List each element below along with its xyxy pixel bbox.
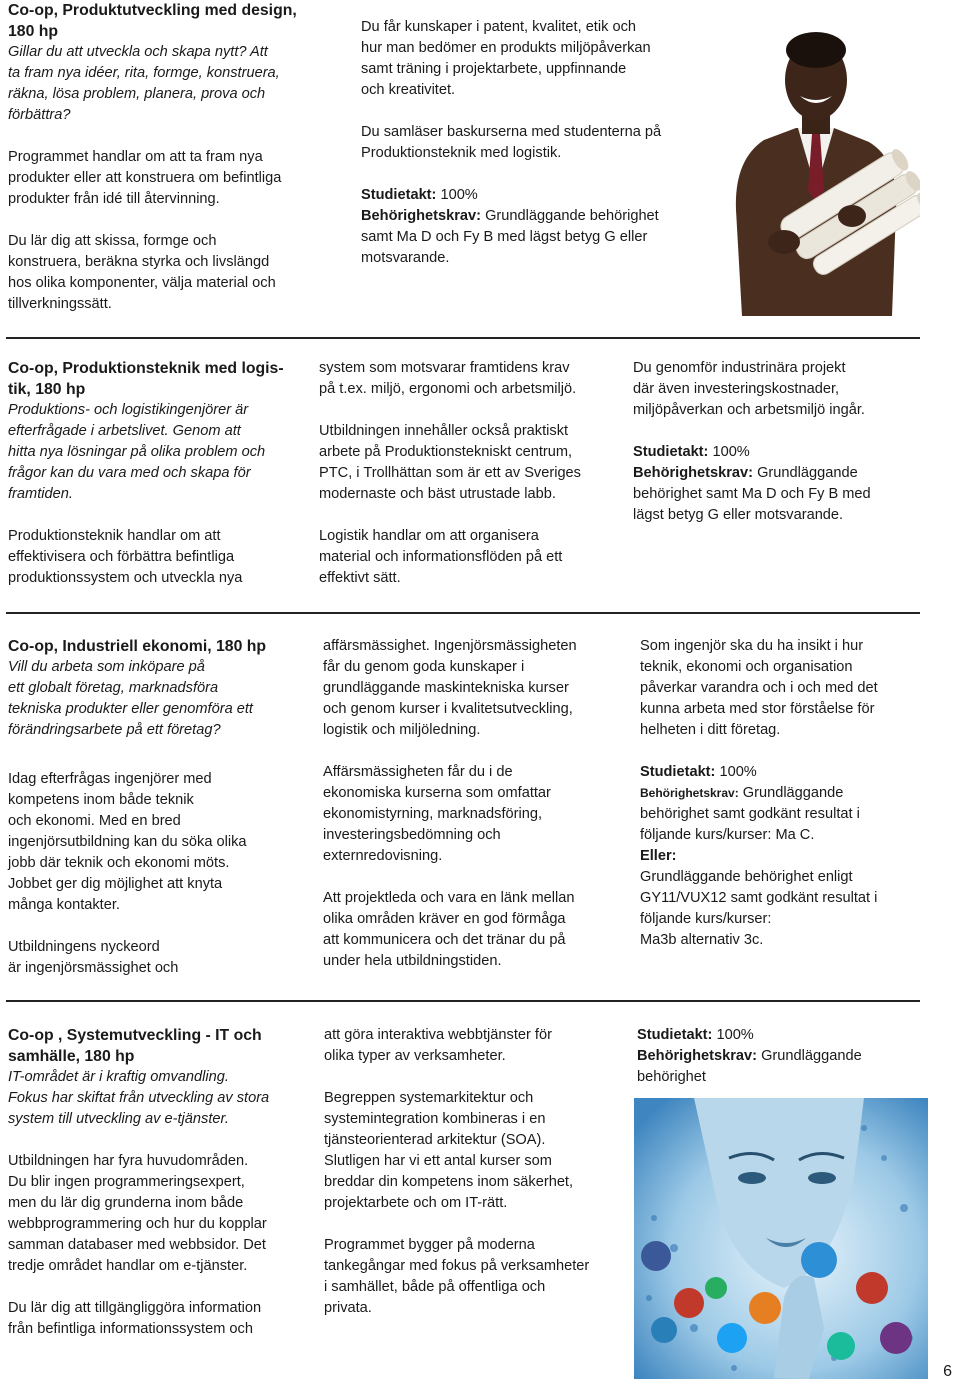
section-title: Co-op, Industriell ekonomi, 180 hp <box>8 638 267 655</box>
section-produktutveckling-col2 <box>361 17 701 269</box>
paragraph: Du samläser baskurserna med studenterna på Produktionsteknik med logistik. <box>361 124 662 161</box>
studietakt-label: Studietakt: <box>637 1027 713 1043</box>
page-number: 6 <box>943 1363 952 1380</box>
paragraph: system som motsvarar framtidens krav på t.ex. miljö, ergonomi och arbetsmiljö. <box>319 360 577 397</box>
paragraph: Logistik handlar om att organisera material och informationsflöden på ett effektivt sätt. <box>319 528 563 586</box>
paragraph: Programmet handlar om att ta fram nya produkter eller att konstruera om befintliga produkter från idé till återvinning. <box>8 149 282 207</box>
paragraph: Affärsmässigheten får du i de ekonomiska kurserna som omfattar ekonomistyrning, marknadsföring, investeringsbedömning och externredovisning. <box>323 764 551 864</box>
paragraph: Idag efterfrågas ingenjörer med kompetens inom både teknik och ekonomi. Med en bred ingenjörsutbildning kan du söka olika jobb där teknik och ekonomi möts. Jobbet ger dig möjlighet att knyta många kontakter. <box>8 771 247 913</box>
paragraph: Utbildningen har fyra huvudområden. Du blir ingen programmeringsexpert, men du lär dig grunderna inom både webbprogrammering och hur du kopplar samman databaser med webbsidor. Det tredje området handlar om e-tjänster. <box>8 1153 267 1274</box>
requirements: Studietakt: 100% Behörighetskrav: Grundläggande behörighet <box>637 1027 862 1085</box>
requirements: Studietakt: 100% Behörighetskrav: Grundläggande behörighet samt Ma D och Fy B med lägst betyg G eller motsvarande. <box>361 187 659 266</box>
section-produktionsteknik-col3 <box>633 358 933 526</box>
studietakt-label: Studietakt: <box>633 444 709 460</box>
requirements: Studietakt: 100% Behörighetskrav: Grundläggande behörighet samt Ma D och Fy B med lägst betyg G eller motsvarande. <box>633 444 871 523</box>
requirements: Studietakt: 100% Behörighetskrav: Grundläggande behörighet samt godkänt resultat i följande kurs/kurser: Ma C. Eller: Grundläggande behörighet enligt GY11/VUX12 samt godkänt resultat i följande kurs/kurser: Ma3b alternativ 3c. <box>640 764 878 948</box>
section-industriell-ekonomi <box>8 636 308 979</box>
paragraph: affärsmässighet. Ingenjörsmässigheten får du genom goda kunskaper i grundläggande maskintekniska kurser och genom kurser i kvalitetsutveckling, logistik och miljöledning. <box>323 638 577 738</box>
paragraph: Som ingenjör ska du ha insikt i hur teknik, ekonomi och organisation påverkar varandra och i och med det kunna arbeta med stor förståelse för helheten i ditt företag. <box>640 638 878 738</box>
section-title: Co-op, Produktionsteknik med logis- tik, 180 hp <box>8 360 284 398</box>
section-systemutveckling-col2 <box>324 1025 629 1319</box>
section-systemutveckling <box>8 1025 313 1340</box>
section-produktionsteknik <box>8 358 308 589</box>
paragraph: Programmet bygger på moderna tankegångar med fokus på verksamheter i samhället, både på offentliga och privata. <box>324 1237 590 1316</box>
section-divider <box>6 1000 920 1002</box>
paragraph: Utbildningen innehåller också praktiskt arbete på Produktionstekniskt centrum, PTC, i Trollhättan som är ett av Sveriges modernaste och bäst utrustade labb. <box>319 423 581 502</box>
section-systemutveckling-col3 <box>637 1025 927 1088</box>
paragraph: Du genomför industrinära projekt där även investeringskostnader, miljöpåverkan och arbetsmiljö ingår. <box>633 360 865 418</box>
section-lead: Produktions- och logistikingenjörer är efterfrågade i arbetslivet. Genom att hitta nya lösningar på olika problem och frågor kan du vara med och skapa för framtiden. <box>8 402 266 502</box>
section-divider <box>6 337 920 339</box>
section-title: Co-op , Systemutveckling - IT och samhälle, 180 hp <box>8 1027 262 1065</box>
paragraph: Begreppen systemarkitektur och systemintegration kombineras i en tjänsteorienterad arkitektur (SOA). Slutligen har vi ett antal kurser som breddar din kompetens inom säkerhet, projektarbete och om IT-rätt. <box>324 1090 574 1211</box>
studietakt-label: Studietakt: <box>361 187 437 203</box>
section-produktionsteknik-col2 <box>319 358 619 589</box>
section-produktutveckling <box>8 0 338 315</box>
eller-label: Eller: <box>640 848 677 864</box>
behorighet-label: Behörighetskrav: <box>361 208 482 224</box>
paragraph: Att projektleda och vara en länk mellan olika områden kräver en god förmåga att kommunicera och det tränar du på under hela utbildningstiden. <box>323 890 575 969</box>
behorighet-label: Behörighetskrav: <box>637 1048 758 1064</box>
studietakt-label: Studietakt: <box>640 764 716 780</box>
behorighet-label: Behörighetskrav: <box>640 786 739 800</box>
section-industriell-ekonomi-col3 <box>640 636 940 951</box>
paragraph: Du lär dig att skissa, formge och konstruera, beräkna styrka och livslängd hos olika komponenter, välja material och tillverkningssätt. <box>8 233 276 312</box>
section-title: Co-op, Produktutveckling med design, 180 hp <box>8 2 297 40</box>
paragraph: Du får kunskaper i patent, kvalitet, etik och hur man bedömer en produkts miljöpåverkan samt träning i projektarbete, uppfinnande och kreativitet. <box>361 19 651 98</box>
section-lead: Vill du arbeta som inköpare på ett globalt företag, marknadsföra tekniska produkter eller genomföra ett förändringsarbete på ett företag? <box>8 659 253 738</box>
behorighet-label: Behörighetskrav: <box>633 465 754 481</box>
section-lead: IT-området är i kraftig omvandling. Fokus har skiftat från utveckling av stora system till utveckling av e-tjänster. <box>8 1069 270 1127</box>
paragraph: Utbildningens nyckeord är ingenjörsmässighet och <box>8 939 179 976</box>
paragraph: Du lär dig att tillgängliggöra information från befintliga informationssystem och <box>8 1300 262 1337</box>
paragraph: att göra interaktiva webbtjänster för olika typer av verksamheter. <box>324 1027 552 1064</box>
section-lead: Gillar du att utveckla och skapa nytt? Att ta fram nya idéer, rita, formge, konstruera, räkna, lösa problem, planera, prova och förbättra? <box>8 44 280 123</box>
section-divider <box>6 612 920 614</box>
photo-student-with-blueprints <box>714 20 920 316</box>
paragraph: Produktionsteknik handlar om att effektivisera och förbättra befintliga produktionssystem och utveckla nya <box>8 528 243 586</box>
section-industriell-ekonomi-col2 <box>323 636 628 972</box>
photo-woman-social-media <box>634 1098 928 1379</box>
